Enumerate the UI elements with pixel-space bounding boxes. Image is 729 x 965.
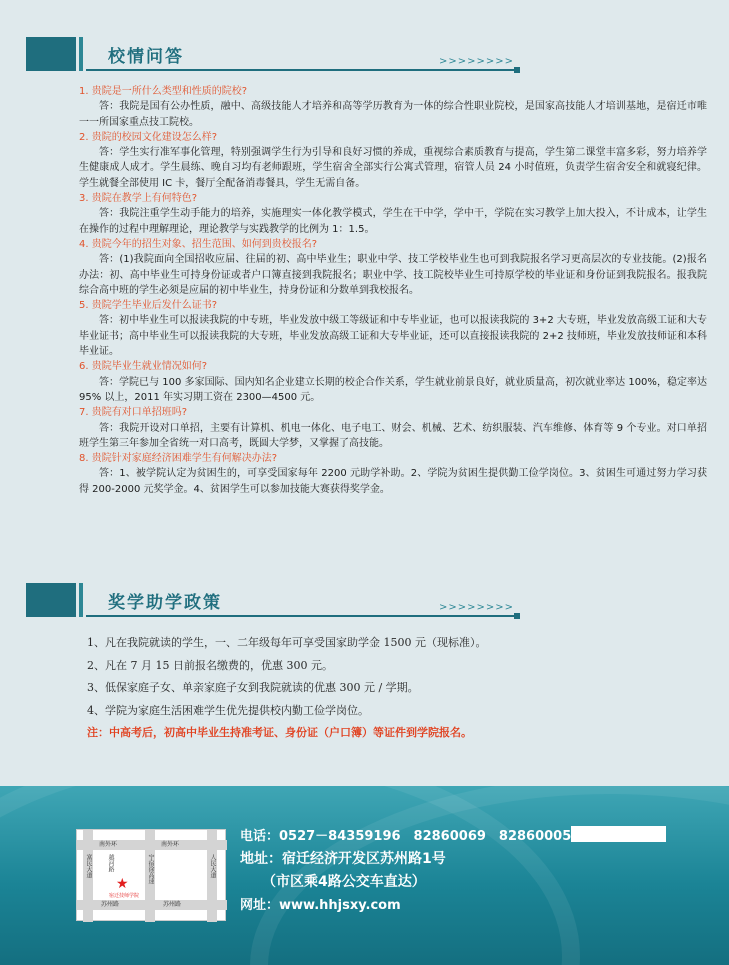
policy-list bbox=[87, 632, 707, 745]
question-8: 8. 贵院针对家庭经济困难学生有何解决办法? bbox=[79, 453, 278, 465]
map-label: 苏州路 bbox=[163, 901, 182, 908]
question-6: 6. 贵院毕业生就业情况如何? bbox=[79, 361, 208, 373]
header-underline bbox=[86, 615, 518, 617]
section-title-qa: 校情问答 bbox=[108, 47, 184, 67]
question-5: 5. 贵院学生毕业后发什么证书? bbox=[79, 300, 218, 312]
header-decor-block bbox=[26, 583, 76, 617]
school-label: 宿迁技师学院 bbox=[109, 893, 140, 899]
blank-white-box bbox=[571, 826, 666, 842]
map-label: 越河路 bbox=[107, 854, 114, 872]
map-label: 人民大道 bbox=[209, 854, 216, 878]
contact-website: 网址：www.hhjsxy.com bbox=[240, 898, 401, 913]
contact-address: 地址：宿迁经济开发区苏州路1号 bbox=[240, 851, 446, 867]
map-label: 宁宿徐高速 bbox=[147, 854, 154, 884]
map-label: 苏州路 bbox=[101, 901, 120, 908]
answer-3: 答：我院注重学生动手能力的培养，实施理实一体化教学模式，学生在干中学，学中干，学院在实习教学上加大投入，不计成本，让学生在操作的过程中理解理论，理论教学与实践教学的比例为 1：1.5。 bbox=[79, 208, 707, 235]
header-end-marker bbox=[514, 67, 520, 73]
question-3: 3. 贵院在教学上有何特色? bbox=[79, 193, 198, 205]
question-2: 2. 贵院的校园文化建设怎么样? bbox=[79, 131, 218, 143]
section-header-qa bbox=[26, 37, 518, 71]
answer-2: 答：学生实行准军事化管理，特别强调学生行为引导和良好习惯的养成，重视综合素质教育与提高，学生第二课堂丰富多彩，努力培养学生健康成人成才。学生晨练、晚自习均有老师跟班，学生宿舍全部实行公寓式管理，宿管人员 24 小时值班，负责学生宿舍安全和就寝纪律。学生就餐全部使用 IC 卡，餐厅全配备消毒餐具，学生无需自备。 bbox=[79, 147, 707, 189]
question-1: 1. 贵院是一所什么类型和性质的院校? bbox=[79, 86, 248, 97]
header-arrows: >>>>>>>> bbox=[438, 602, 514, 613]
location-map bbox=[76, 829, 226, 921]
policy-item-1: 1、凡在我院就读的学生，一、二年级每年可享受国家助学金 1500 元（现标准）。 bbox=[87, 636, 487, 649]
answer-5: 答：初中毕业生可以报读我院的中专班，毕业发放中级工等级证和中专毕业证，也可以报读我院的 3+2 大专班，毕业发放高级工证和大专毕业证书；高中毕业生可以报读我院的大专班，毕业发放高级工证和大专毕业证，还可以直接报读我院的 2+2 技师班，毕业发放技师证和本科毕业证。 bbox=[79, 315, 707, 358]
section-header-policy bbox=[26, 583, 518, 617]
policy-item-2: 2、凡在 7 月 15 日前报名缴费的，优惠 300 元。 bbox=[87, 658, 333, 672]
header-arrows: >>>>>>>> bbox=[438, 56, 514, 67]
qa-list bbox=[79, 84, 707, 497]
map-label: 南外环 bbox=[99, 841, 118, 848]
question-4: 4. 贵院今年的招生对象、招生范围、如何到贵校报名? bbox=[79, 238, 318, 250]
map-label: 富民大道 bbox=[85, 854, 92, 878]
answer-4: 答：(1)我院面向全国招收应届、往届的初、高中毕业生；职业中学、技工学校毕业生也可到我院报名学习更高层次的专业技能。(2)报名办法：初、高中毕业生可持身份证或者户口簿直接到我院报名；职业中学、技工院校毕业生可持原学校的毕业证和身份证到我院报名。报我院综合高中班的学生必须是应届的初中毕业生，持身份证和分数单到我校报名。 bbox=[79, 254, 707, 296]
header-underline bbox=[86, 69, 518, 71]
question-7: 7. 贵院有对口单招班吗? bbox=[79, 407, 188, 419]
contact-phone: 电话：0527－84359196 82860069 82860005 bbox=[240, 829, 572, 844]
answer-7: 答：我院开设对口单招，主要有计算机、机电一体化、电子电工、财会、机械、艺术、纺织服装、汽车维修、体育等 9 个专业。对口单招班学生第三年参加全省统一对口高考，既圆大学梦，又掌握了高技能。 bbox=[79, 422, 707, 449]
answer-1: 答：我院是国有公办性质，融中、高级技能人才培养和高等学历教育为一体的综合性职业院校，是国家高技能人才培训基地，是宿迁市唯一一所国家重点技工院校。 bbox=[79, 101, 707, 128]
policy-item-3: 3、低保家庭子女、单亲家庭子女到我院就读的优惠 300 元 / 学期。 bbox=[87, 681, 419, 694]
policy-note: 注：中高考后，初高中毕业生持准考证、身份证（户口簿）等证件到学院报名。 bbox=[87, 726, 472, 739]
policy-item-4: 4、学院为家庭生活困难学生优先提供校内勤工俭学岗位。 bbox=[87, 703, 369, 717]
answer-6: 答：学院已与 100 多家国际、国内知名企业建立长期的校企合作关系，学生就业前景良好，就业质量高，初次就业率达 100%，稳定率达 95% 以上，2011 年实习期工资在 2300—4500 元。 bbox=[79, 376, 707, 403]
header-decor-block bbox=[26, 37, 76, 71]
school-location-star-icon: ★ bbox=[116, 876, 129, 892]
section-title-policy: 奖学助学政策 bbox=[108, 593, 222, 613]
map-label: 南外环 bbox=[161, 841, 180, 848]
contact-bus: （市区乘4路公交车直达） bbox=[262, 874, 426, 890]
answer-8: 答：1、被学院认定为贫困生的，可享受国家每年 2200 元助学补助。2、学院为贫困生提供勤工俭学岗位。3、贫困生可通过努力学习获得 200-2000 元奖学金。4、贫困学生可以参加技能大赛获得奖学金。 bbox=[79, 468, 707, 495]
header-end-marker bbox=[514, 613, 520, 619]
